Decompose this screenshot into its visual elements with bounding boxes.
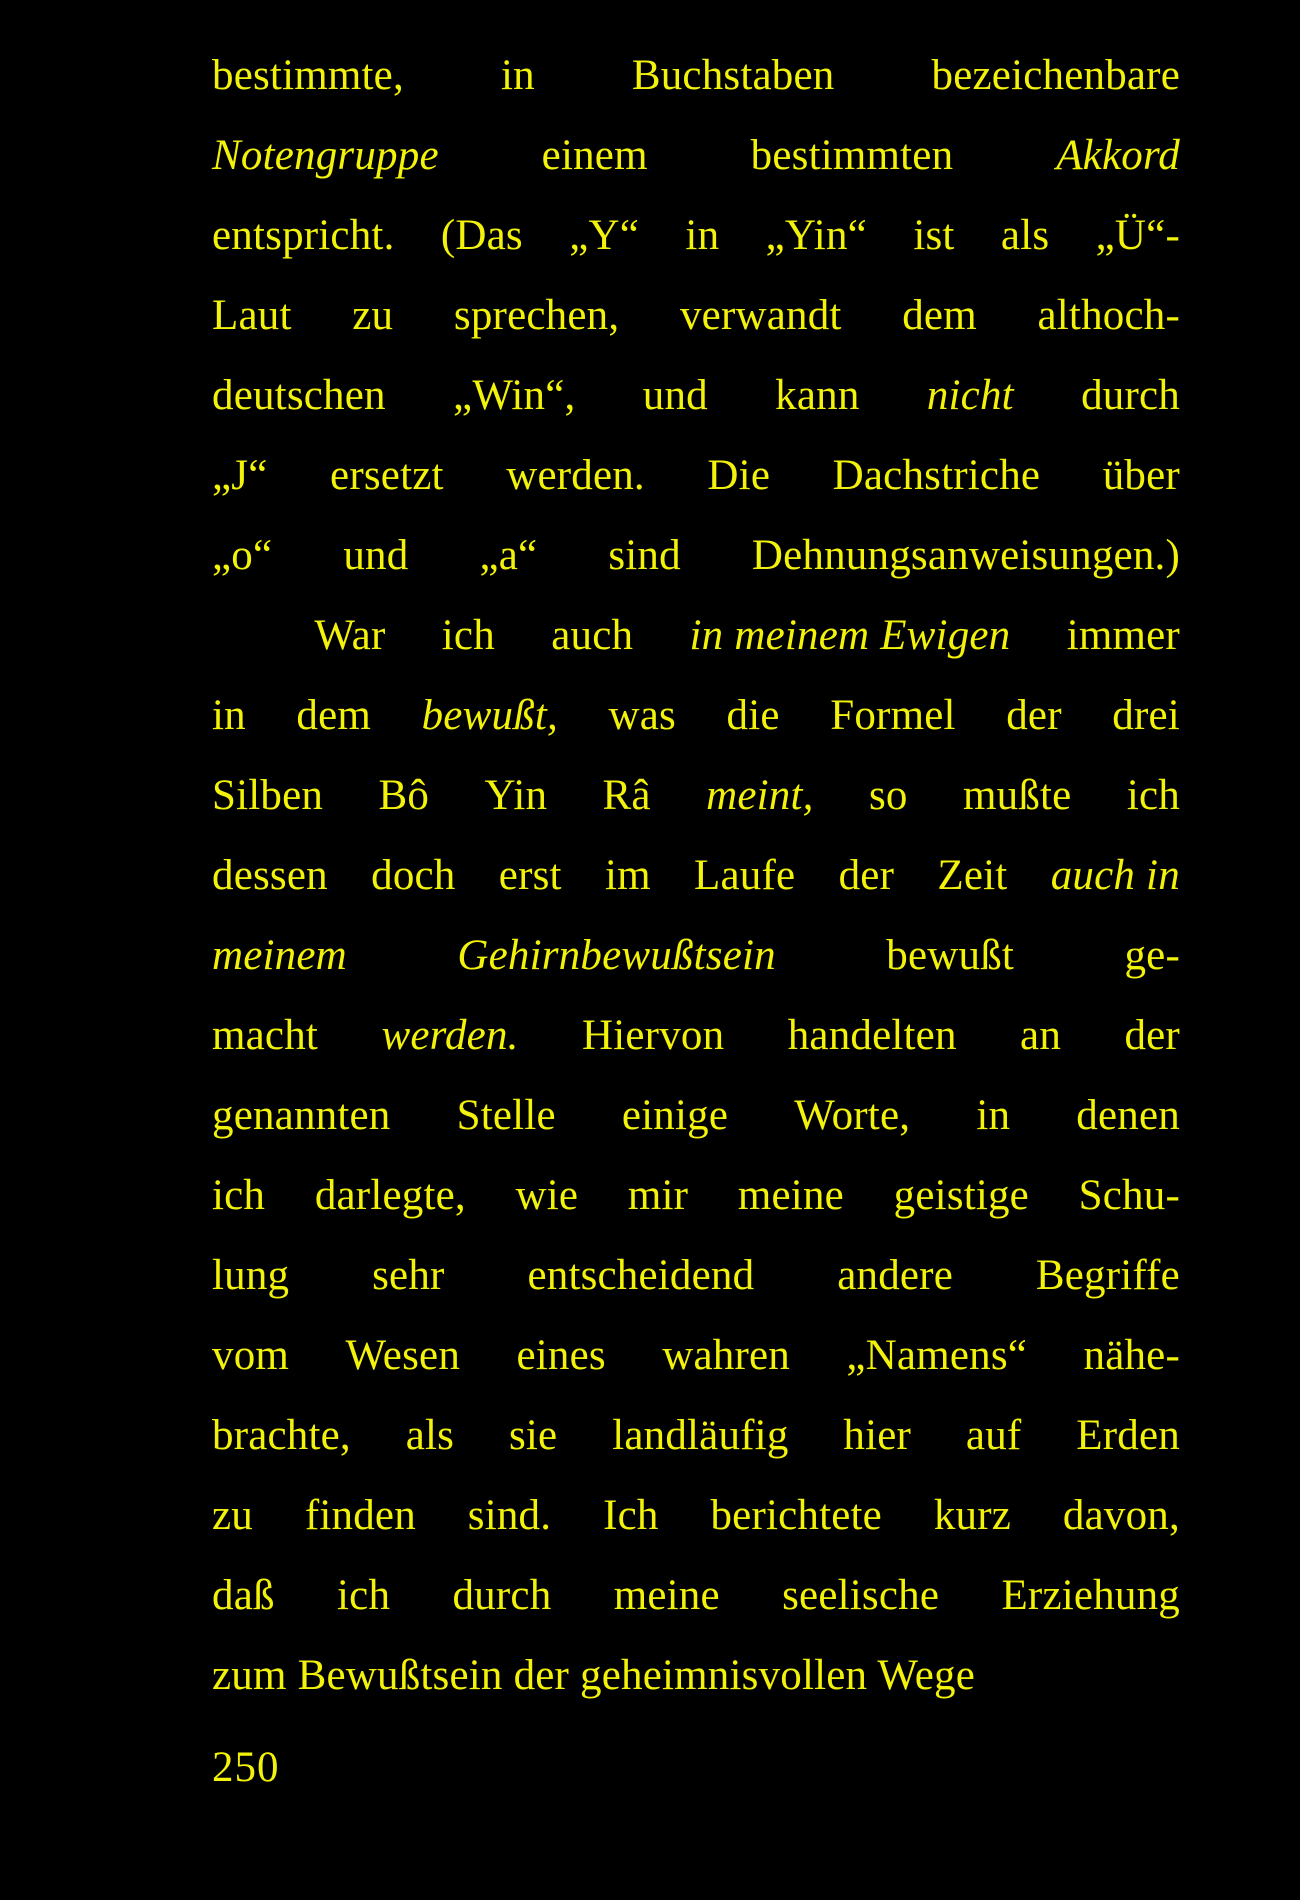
word: als <box>405 1412 455 1459</box>
word-italic: meint, <box>706 772 814 819</box>
text-line <box>212 1556 1180 1636</box>
word: geistige <box>893 1172 1029 1219</box>
word: landläufig <box>612 1412 789 1459</box>
word-italic: nicht <box>926 372 1014 419</box>
word: berichtete <box>710 1492 882 1539</box>
word: dem <box>902 292 977 339</box>
word: althoch- <box>1037 292 1180 339</box>
word: genannten <box>212 1092 391 1139</box>
word: mir <box>627 1172 689 1219</box>
word: sehr <box>372 1252 445 1299</box>
word: seelische <box>782 1572 940 1619</box>
word: sind <box>608 532 681 579</box>
word: und <box>343 532 409 579</box>
paragraph-indent <box>212 596 258 676</box>
word: „a“ <box>479 532 538 579</box>
word: wie <box>515 1172 579 1219</box>
word: handelten <box>787 1012 957 1059</box>
word: Schu- <box>1078 1172 1180 1219</box>
word: Laufe <box>694 852 796 899</box>
word: Buchstaben <box>631 52 835 99</box>
word: ich <box>441 612 495 659</box>
word: kurz <box>933 1492 1012 1539</box>
word: wahren <box>662 1332 790 1379</box>
word: und <box>642 372 708 419</box>
word: Erden <box>1076 1412 1180 1459</box>
word: Zeit <box>937 852 1008 899</box>
word: ersetzt <box>330 452 444 499</box>
word-italic: auch in <box>1050 852 1180 899</box>
word: zu <box>212 1492 253 1539</box>
word: dem <box>296 692 372 739</box>
text-line-paragraph-start <box>212 596 1180 676</box>
word: daß <box>212 1572 275 1619</box>
word: die <box>726 692 780 739</box>
word: als <box>1000 212 1050 259</box>
word-italic: bewußt, <box>421 692 558 739</box>
word: bewußt <box>886 932 1015 979</box>
word: vom <box>212 1332 290 1379</box>
word: ich <box>1126 772 1180 819</box>
text-line <box>212 36 1180 116</box>
word: darlegte, <box>314 1172 466 1219</box>
word: der <box>1124 1012 1180 1059</box>
word: in <box>685 212 720 259</box>
text-line <box>212 196 1180 276</box>
word: an <box>1020 1012 1062 1059</box>
word-italic: Gehirnbewußtsein <box>457 932 776 979</box>
text-line <box>212 1076 1180 1156</box>
word: in <box>976 1092 1011 1139</box>
word: meine <box>737 1172 844 1219</box>
text-line <box>212 116 1180 196</box>
word: Worte, <box>794 1092 911 1139</box>
word: ist <box>913 212 955 259</box>
text-line <box>212 356 1180 436</box>
word: was <box>608 692 676 739</box>
word: so <box>868 772 908 819</box>
word: andere <box>837 1252 953 1299</box>
word: in <box>212 692 246 739</box>
word: der <box>1006 692 1062 739</box>
word: „J“ <box>212 452 268 499</box>
word: zu <box>352 292 394 339</box>
word: davon, <box>1062 1492 1180 1539</box>
word: „Y“ <box>569 212 640 259</box>
text-line <box>212 1396 1180 1476</box>
word: dessen <box>212 852 328 899</box>
word: im <box>604 852 651 899</box>
word: „Namens“ <box>846 1332 1028 1379</box>
word: ich <box>212 1172 266 1219</box>
word: hier <box>843 1412 912 1459</box>
word: Hiervon <box>582 1012 725 1059</box>
word: durch <box>452 1572 552 1619</box>
word: bezeichenbare <box>931 52 1180 99</box>
word-italic: in meinem Ewigen <box>689 612 1011 659</box>
body-text <box>212 36 1180 1716</box>
word: War <box>314 612 386 659</box>
word-italic: werden. <box>381 1012 519 1059</box>
word: auf <box>965 1412 1022 1459</box>
word: ge- <box>1124 932 1180 979</box>
word: Formel <box>830 692 956 739</box>
word: bestimmte, <box>212 52 404 99</box>
word: eines <box>516 1332 606 1379</box>
word: finden <box>304 1492 416 1539</box>
word: sprechen, <box>453 292 620 339</box>
word-italic: Notengruppe <box>212 132 439 179</box>
word: meine <box>613 1572 720 1619</box>
text-line <box>212 1236 1180 1316</box>
text-line <box>212 436 1180 516</box>
word: „Ü“- <box>1095 212 1180 259</box>
word: bestimmten <box>750 132 954 179</box>
word: Stelle <box>456 1092 556 1139</box>
word: entscheidend <box>527 1252 755 1299</box>
text-line <box>212 276 1180 356</box>
text-line <box>212 996 1180 1076</box>
word: Begriffe <box>1035 1252 1180 1299</box>
word: einige <box>621 1092 729 1139</box>
word: sie <box>508 1412 558 1459</box>
word: Yin <box>484 772 548 819</box>
word: lung <box>212 1252 290 1299</box>
word: (Das <box>440 212 523 259</box>
word: Erziehung <box>1001 1572 1180 1619</box>
text-line <box>212 916 1180 996</box>
word: werden. <box>506 452 645 499</box>
text-line <box>212 1476 1180 1556</box>
page-number: 250 <box>212 1744 280 1791</box>
text-line <box>212 836 1180 916</box>
word: „Win“, <box>453 372 576 419</box>
word: „o“ <box>212 532 273 579</box>
word: deutschen <box>212 372 386 419</box>
word: immer <box>1066 612 1180 659</box>
word: Die <box>707 452 771 499</box>
word: Dehnungsanweisungen.) <box>751 532 1180 579</box>
text-line <box>212 1156 1180 1236</box>
word: macht <box>212 1012 319 1059</box>
word: brachte, <box>212 1412 351 1459</box>
word: Silben <box>212 772 324 819</box>
text-line: zum Bewußtsein der geheimnisvollen Wege <box>212 1652 976 1699</box>
word: Bô <box>378 772 430 819</box>
text-line <box>212 676 1180 756</box>
word: „Yin“ <box>765 212 867 259</box>
word: denen <box>1076 1092 1180 1139</box>
text-line <box>212 516 1180 596</box>
word: einem <box>541 132 648 179</box>
word: mußte <box>962 772 1072 819</box>
word: über <box>1102 452 1180 499</box>
text-line <box>212 1316 1180 1396</box>
word: der <box>838 852 895 899</box>
word: ich <box>337 1572 391 1619</box>
word: kann <box>775 372 860 419</box>
text-line <box>212 756 1180 836</box>
word: Ich <box>603 1492 659 1539</box>
word: entspricht. <box>212 212 395 259</box>
word-italic: meinem <box>212 932 347 979</box>
word: erst <box>498 852 562 899</box>
word: Dachstriche <box>832 452 1041 499</box>
word: nähe- <box>1083 1332 1180 1379</box>
word: drei <box>1112 692 1180 739</box>
word-italic: Akkord <box>1056 132 1180 179</box>
word: doch <box>371 852 456 899</box>
word: auch <box>551 612 634 659</box>
word: Laut <box>212 292 292 339</box>
word: durch <box>1081 372 1180 419</box>
word: Râ <box>602 772 651 819</box>
word: sind. <box>467 1492 552 1539</box>
word: Wesen <box>345 1332 461 1379</box>
word: in <box>500 52 535 99</box>
word: verwandt <box>679 292 842 339</box>
